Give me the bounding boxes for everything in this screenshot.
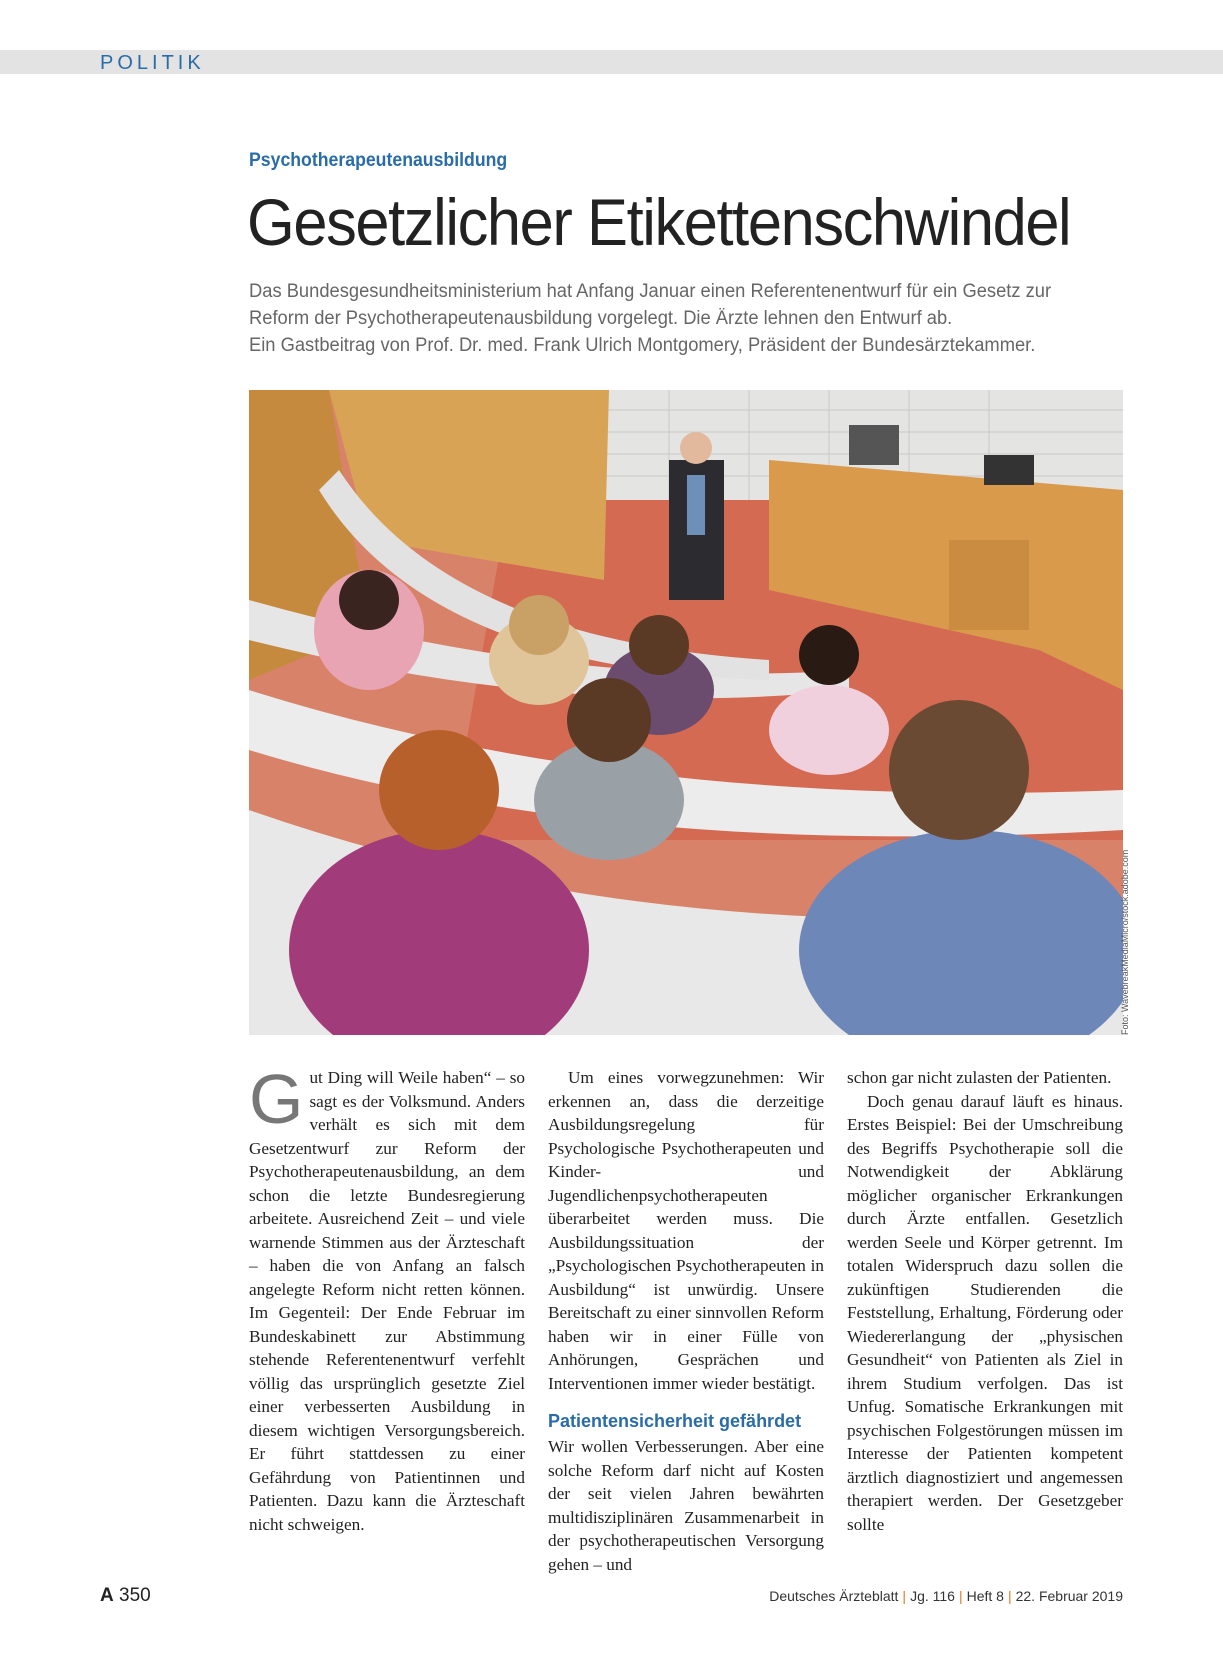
page-number — [100, 1585, 151, 1607]
lead-line-3: Ein Gastbeitrag von Prof. Dr. med. Frank Ulrich Montgomery, Präsident der Bundesärztekammer. — [249, 335, 1036, 356]
journal-name: Deutsches Ärzteblatt — [769, 1588, 899, 1604]
col3-paragraph-2: Doch genau darauf läuft es hinaus. Erstes Beispiel: Bei der Umschreibung des Begriffs Psychotherapie soll die Notwendigkeit der Abklärung möglicher organischer Erkrankungen durch Ärzte entfallen. Gesetzlich werden Seele und Körper getrennt. Im totalen Widerspruch dazu sollen die zukünftigen Studierenden die Feststellung, Erhaltung, Förderung oder Wiedererlangung der „physischen Gesundheit“ von Patienten als Ziel in ihrem Studium verfolgen. Das ist Unfug. Somatische Erkrankungen mit psychischen Folgestörungen müssen im Interesse der Patienten kompetent ärztlich diagnostiziert und angemessen therapiert werden. Der Gesetzgeber sollte — [847, 1091, 1123, 1534]
lecture-hall-photo — [249, 390, 1123, 1035]
section-label: POLITIK — [100, 52, 205, 74]
journal-issue: Heft 8 — [966, 1588, 1004, 1604]
body-column-3 — [847, 1066, 1123, 1536]
journal-date: 22. Februar 2019 — [1015, 1588, 1123, 1604]
page-prefix: A — [100, 1585, 114, 1606]
dropcap: G — [249, 1060, 304, 1138]
body-column-2 — [548, 1066, 824, 1576]
article-kicker: Psychotherapeutenausbildung — [249, 150, 508, 171]
col1-text: ut Ding will Weile haben“ – so sagt es der Volksmund. Anders verhält es sich mit dem Gesetzentwurf zur Reform der Psychotherapeutenausbildung, an dem schon die letzte Bundesregierung arbeitete. Ausreichend Zeit – und viele warnende Stimmen aus der Ärzteschaft – haben die von Anfang an falsch angelegte Reform nicht retten können. Im Gegenteil: Der Ende Februar im Bundeskabinett zur Abstimmung stehende Referentenentwurf verfehlt völlig das ursprünglich gesetzte Ziel einer verbesserten Ausbildung in diesem wichtigen Versorgungsbereich. Er führt stattdessen zu einer Gefährdung von Patientinnen und Patienten. Dazu kann die Ärzteschaft nicht schweigen. — [249, 1068, 525, 1534]
article-lead — [249, 278, 1129, 359]
lead-line-2: Reform der Psychotherapeutenausbildung vorgelegt. Die Ärzte lehnen den Entwurf ab. — [249, 308, 953, 329]
col2-paragraph-2: Wir wollen Verbesserungen. Aber eine solche Reform darf nicht auf Kosten der seit vielen Jahren bewährten multidisziplinären Zusammenarbeit in der psychotherapeutischen Versorgung gehen – und — [548, 1437, 824, 1574]
body-column-1 — [249, 1060, 525, 1536]
subheading: Patientensicherheit gefährdet — [548, 1411, 802, 1431]
photo-credit: Foto: WavebreakMediaMicro/stock.adobe.com — [1120, 849, 1130, 1035]
page-number-value: 350 — [119, 1585, 151, 1606]
lead-line-1: Das Bundesgesundheitsministerium hat Anfang Januar einen Referentenentwurf für ein Gesetz zur — [249, 281, 1052, 302]
journal-volume: Jg. 116 — [910, 1588, 955, 1604]
col3-paragraph-1: schon gar nicht zulasten der Patienten. — [847, 1068, 1112, 1087]
article-title: Gesetzlicher Etikettenschwindel — [247, 185, 1071, 259]
footer-separator: | — [902, 1588, 907, 1604]
footer-separator: | — [1007, 1588, 1012, 1604]
footer-separator: | — [958, 1588, 963, 1604]
journal-footer — [769, 1588, 1123, 1604]
col2-paragraph-1: Um eines vorwegzunehmen: Wir erkennen an, dass die derzeitige Ausbildungsregelung für Psychologische Psychotherapeuten und Kinder- und Jugendlichenpsychotherapeuten überarbeitet werden muss. Die Ausbildungssituation der „Psychologischen Psychotherapeuten in Ausbildung“ ist unwürdig. Unsere Bereitschaft zu einer sinnvollen Reform haben wir in einer Fülle von Anhörungen, Gesprächen und Interventionen immer wieder bestätigt. — [548, 1068, 824, 1393]
